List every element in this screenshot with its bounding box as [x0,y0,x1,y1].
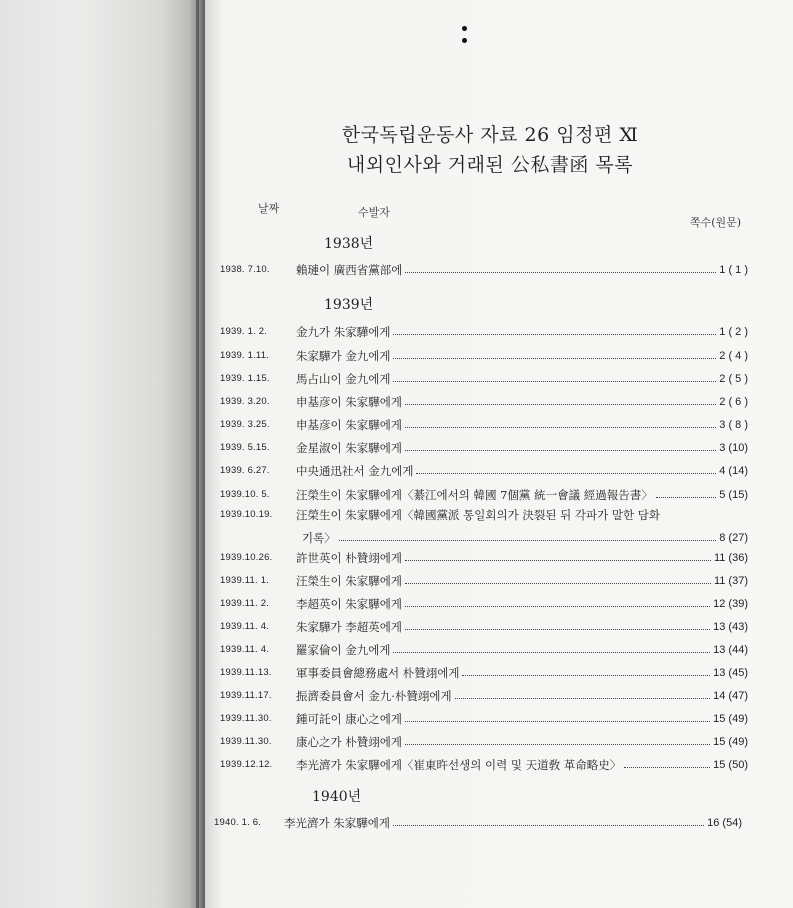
entry-page: 5 (15) [719,489,748,501]
dot-leader [624,767,710,768]
dot-leader [405,272,716,273]
entry-page: 15 (49) [713,736,748,748]
list-item [220,262,748,280]
dot-leader [405,744,710,745]
column-header-date: 날짜 [258,202,280,215]
entry-date: 1939.11. 4. [220,644,270,655]
entry-date: 1940. 1. 6. [214,817,262,828]
document-subtitle: 내외인사와 거래된 公私書函 목록 [346,154,634,176]
year-heading: 1940년 [312,789,362,805]
list-item [220,440,748,458]
entry-date: 1939.11. 4. [220,621,270,632]
entry-continuation: 기록〉 [302,531,336,545]
entry-date: 1939. 5.15. [220,442,270,453]
entry-page: 3 (10) [719,442,748,454]
list-item [220,757,748,775]
colon-mark [460,22,470,48]
entry-page: 12 (39) [713,598,748,610]
dot-leader [393,358,716,359]
list-item [220,619,748,637]
entry-page: 11 (37) [713,575,748,587]
entry-date: 1939. 3.25. [220,419,270,430]
entry-correspondents: 朱家驊가 李超英에게 [296,620,402,634]
entry-correspondents: 馬占山이 金九에게 [296,372,391,386]
list-item [214,815,742,833]
entry-page: 13 (45) [713,667,748,679]
entry-correspondents: 汪榮生이 朱家驊에게〈韓國黨派 통일회의가 決裂된 뒤 각파가 말한 담화 [296,508,660,522]
entry-page: 2 ( 6 ) [719,396,748,408]
entry-correspondents: 鍾可託이 康心之에게 [296,712,402,726]
dot-leader [393,825,704,826]
entry-correspondents: 金九가 朱家驊에게 [296,325,391,339]
entry-date: 1939.11. 2. [220,598,270,609]
dot-leader [405,560,711,561]
year-heading: 1938년 [324,236,374,252]
entry-page: 11 (36) [713,552,748,564]
list-item [220,688,748,706]
entry-correspondents: 李光濟가 朱家驊에게 [284,816,390,830]
year-heading: 1939년 [324,297,374,313]
entry-page: 16 (54) [707,817,742,829]
dot-leader [462,675,710,676]
entry-correspondents: 申基彦이 朱家驊에게 [296,418,402,432]
list-item [220,550,748,568]
column-header-correspondents: 수발자 [358,206,390,219]
dot-leader [405,606,710,607]
entry-correspondents: 振濟委員會서 金九·朴贊翊에게 [296,689,452,703]
dot-leader [656,497,716,498]
entry-date: 1939. 3.20. [220,396,270,407]
dot-leader [405,583,711,584]
list-item [220,573,748,591]
dot-leader [393,334,716,335]
list-item [220,324,748,342]
entry-date: 1939. 1. 2. [220,326,268,337]
list-item [220,711,748,729]
entry-correspondents: 汪榮生이 朱家驊에게〈綦江에서의 韓國 7個黨 統一會議 經過報告書〉 [296,488,653,502]
entry-correspondents: 申基彦이 朱家驊에게 [296,395,402,409]
dot-leader [405,450,716,451]
entry-page: 8 (27) [719,532,748,544]
document-title: 한국독립운동사 자료 26 임정편 Ⅺ [341,124,639,146]
entry-date: 1939.10.19. [220,509,273,520]
entry-correspondents: 中央通迅社서 金九에게 [296,464,414,478]
entry-correspondents: 李光濟가 朱家驊에게〈崔東旿선생의 이력 및 天道敎 革命略史〉 [296,758,622,772]
dot-leader [405,721,710,722]
dot-leader [393,652,710,653]
entry-date: 1939. 1.15. [220,373,270,384]
entry-page: 15 (50) [713,759,748,771]
entry-date: 1939.11.30. [220,736,272,747]
entry-page: 13 (43) [713,621,748,633]
entry-correspondents: 李超英이 朱家驊에게 [296,597,402,611]
entry-page: 13 (44) [713,644,748,656]
entry-date: 1939.11.17. [220,690,272,701]
entry-date: 1939.11.30. [220,713,272,724]
entry-page: 1 ( 2 ) [719,326,748,338]
entry-date: 1938. 7.10. [220,264,270,275]
list-item [220,463,748,481]
entry-page: 15 (49) [713,713,748,725]
list-item [220,348,748,366]
entry-date: 1939.11.13. [220,667,272,678]
list-item [220,642,748,660]
entry-date: 1939. 6.27. [220,465,270,476]
entry-page: 14 (47) [713,690,748,702]
entry-correspondents: 朱家驊가 金九에게 [296,349,391,363]
binding-shadow-line [196,0,199,908]
entry-date: 1939.12.12. [220,759,273,770]
list-item [220,665,748,683]
entry-correspondents: 許世英이 朴贊翊에게 [296,551,402,565]
entry-correspondents: 軍事委員會總務處서 朴贊翊에게 [296,666,460,680]
entry-page: 2 ( 5 ) [719,373,748,385]
dot-leader [405,404,716,405]
dot-leader [339,540,716,541]
entry-date: 1939. 1.11. [220,350,270,361]
dot-leader [393,381,716,382]
entry-date: 1939.11. 1. [220,575,270,586]
dot-leader [455,698,710,699]
entry-date: 1939.10. 5. [220,489,270,500]
list-item [220,596,748,614]
entry-page: 3 ( 8 ) [719,419,748,431]
entry-correspondents: 康心之가 朴贊翊에게 [296,735,402,749]
list-item [220,417,748,435]
entry-correspondents: 汪榮生이 朱家驊에게 [296,574,402,588]
entry-correspondents: 金星淑이 朱家驊에게 [296,441,402,455]
dot-leader [405,629,710,630]
list-item [220,394,748,412]
dot-leader [416,473,716,474]
entry-correspondents: 羅家倫이 金九에게 [296,643,391,657]
list-item [220,487,748,505]
entry-page: 4 (14) [719,465,748,477]
entry-correspondents: 賴璉이 廣西省黨部에 [296,263,403,277]
binding-gutter [0,0,205,908]
list-item [220,371,748,389]
entry-page: 1 ( 1 ) [719,264,748,276]
entry-date: 1939.10.26. [220,552,273,563]
entry-page: 2 ( 4 ) [719,350,748,362]
column-header-pages: 쪽수(원문) [690,216,742,229]
dot-leader [405,427,716,428]
list-item [220,734,748,752]
